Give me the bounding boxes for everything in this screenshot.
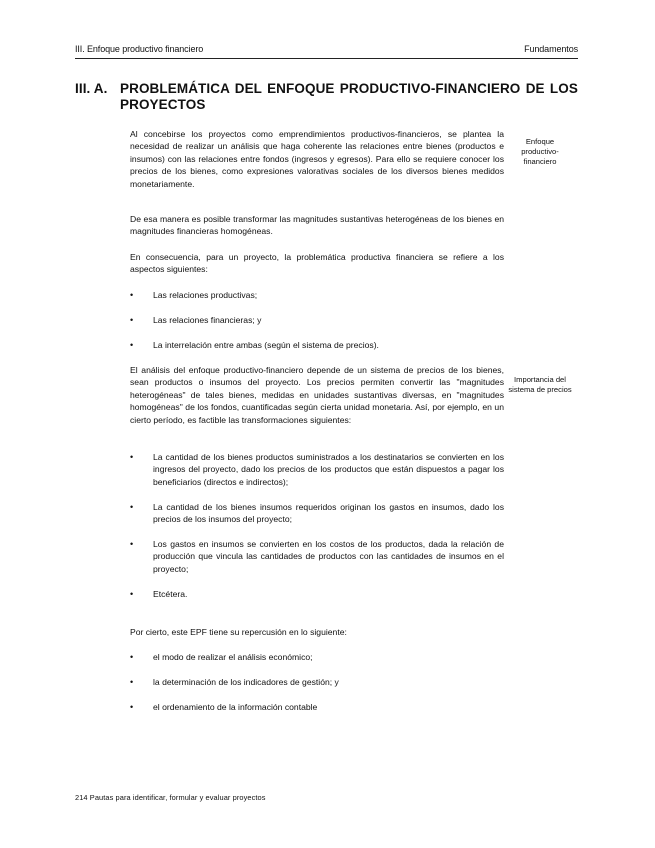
paragraph-text: En consecuencia, para un proyecto, la problemática productiva financiera se refiere a los aspectos siguientes:	[130, 252, 504, 275]
bullet-icon: •	[130, 589, 134, 599]
bullet-icon: •	[130, 539, 134, 549]
paragraph-text: De esa manera es posible transformar las magnitudes sustantivas heterogéneas de los bienes en magnitudes financieras homogéneas.	[130, 214, 504, 237]
margin-note-precios: Importancia del sistema de precios	[508, 375, 572, 394]
bullet-icon: •	[130, 340, 134, 350]
bullet-icon: •	[130, 677, 134, 687]
section-number: III. A.	[75, 81, 108, 96]
margin-note-enfoque: Enfoque productivo-financiero	[521, 137, 559, 166]
bullet-icon: •	[130, 502, 134, 512]
paragraph-3	[130, 251, 504, 276]
bullet-icon: •	[130, 315, 134, 325]
bullet-icon: •	[130, 702, 134, 712]
list-item-text: el ordenamiento de la información contable	[153, 702, 318, 712]
paragraph-text: Al concebirse los proyectos como emprendimientos productivos-financieros, se plantea la necesidad de realizar un análisis que haga coherente las relaciones entre bienes (productos e insumos) con las relaciones entre fondos (ingresos y egresos). Para ello se requiere conocer los precios de los bienes, como expresiones valorativas sociales de los diversos bienes medidos monetariamente.	[130, 129, 504, 189]
list-item-text: Las relaciones financieras; y	[153, 315, 262, 325]
page-footer: 214 Pautas para identificar, formular y evaluar proyectos	[75, 793, 266, 802]
list-item-text: Los gastos en insumos se convierten en los costos de los productos, dada la relación de producción que vincula las cantidades de productos con las cantidades de insumos en el proyecto;	[153, 539, 504, 574]
paragraph-1	[130, 128, 504, 190]
bullet-icon: •	[130, 452, 134, 462]
list-item-text: el modo de realizar el análisis económico;	[153, 652, 313, 662]
header-chapter: III. Enfoque productivo financiero	[75, 44, 204, 54]
list-item-text: Las relaciones productivas;	[153, 290, 258, 300]
list-item-text: Etcétera.	[153, 589, 188, 599]
list-item-text: La cantidad de los bienes productos suministrados a los destinatarios se convierten en los ingresos del proyecto, dado los precios de los productos que están dispuestos a pagar los beneficiarios (directos e indirectos);	[153, 452, 504, 487]
paragraph-text: Por cierto, este EPF tiene su repercusión en lo siguiente:	[130, 627, 347, 637]
section-heading: PROBLEMÁTICA DEL ENFOQUE PRODUCTIVO-FINANCIERO DE LOS PROYECTOS	[120, 81, 578, 112]
running-header	[75, 43, 578, 57]
list-item-text: la determinación de los indicadores de gestión; y	[153, 677, 339, 687]
header-rule	[75, 58, 578, 59]
header-section: Fundamentos	[524, 44, 578, 54]
bullet-icon: •	[130, 290, 134, 300]
list-item-text: La interrelación entre ambas (según el sistema de precios).	[153, 340, 379, 350]
list-item-text: La cantidad de los bienes insumos requeridos originan los gastos en insumos, dado los precios de los insumos del proyecto;	[153, 502, 504, 525]
paragraph-text: El análisis del enfoque productivo-financiero depende de un sistema de precios de los bienes, sean productos o insumos del proyecto. Los precios permiten convertir las "magnitudes heterogéneas" de tales bienes, medidas en unidades sustantivas diversas, en "magnitudes homogéneas" de los fondos, cuantificadas según cierta unidad monetaria. Así, por ejemplo, en un cierto período, es factible las transformaciones siguientes:	[130, 365, 504, 425]
bullet-icon: •	[130, 652, 134, 662]
paragraph-2	[130, 213, 504, 238]
paragraph-5	[130, 626, 504, 638]
paragraph-4	[130, 364, 504, 426]
